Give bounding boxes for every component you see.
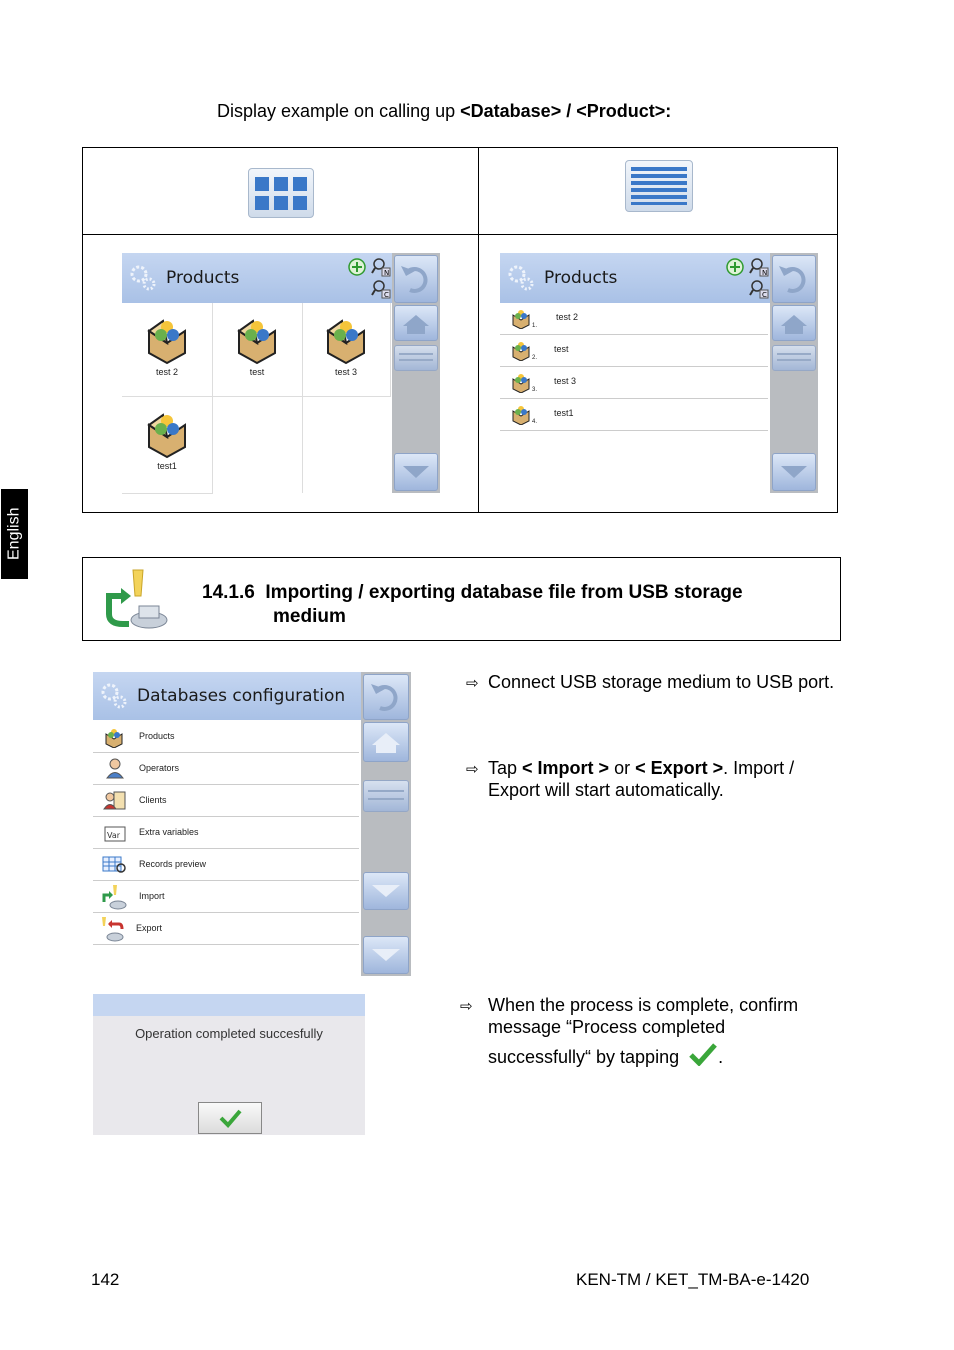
menu-item-operators[interactable]: Operators [93,753,359,785]
operator-icon [105,757,125,779]
product-box-icon [233,313,281,365]
page-down-button[interactable] [363,872,409,910]
menu-item-export[interactable]: Export [93,913,359,945]
grid-view-button[interactable] [248,168,314,218]
dialog-header [93,994,365,1016]
step-2: ⇨ Tap < Import > or < Export >. Import / Export will start automatically. [466,758,795,800]
svg-text:C: C [384,291,389,299]
scroll-thumb[interactable] [363,780,409,812]
completion-dialog [93,994,365,1135]
checkmark-icon [199,1103,261,1133]
page-up-button[interactable] [394,305,438,341]
grid-item[interactable] [122,303,213,397]
menu-item-clients[interactable]: Clients [93,785,359,817]
screen-title: Products [166,268,240,288]
grid-empty-cell [302,397,390,493]
grid-view-cell [83,148,479,235]
scroll-sidebar [361,672,411,976]
back-button[interactable] [394,255,438,303]
menu-item-import[interactable]: Import [93,881,359,913]
gear-icon [506,263,536,293]
gear-icon [128,263,158,293]
list-icon [626,161,692,211]
menu-item-products[interactable]: Products [93,721,359,753]
grid-item[interactable] [122,397,213,494]
section-heading-box [82,557,841,641]
svg-text:N: N [384,269,390,277]
page-up-button[interactable] [772,305,816,341]
arrow-right-icon: ⇨ [466,675,479,692]
undo-icon [364,675,408,719]
arrow-right-icon: ⇨ [460,998,473,1015]
screen-header [93,672,361,720]
list-item[interactable]: 3. test 3 [500,367,768,399]
product-box-icon [510,307,532,329]
grid-item[interactable] [212,303,303,397]
svg-text:C: C [762,291,767,299]
list-item[interactable]: 4. test1 [500,399,768,431]
search-code-icon[interactable] [749,279,769,299]
down-icon [364,873,408,909]
back-button[interactable] [772,255,816,303]
grid-screen-cell [83,235,479,513]
product-box-icon [510,339,532,361]
list-item-label: test 3 [554,376,577,386]
grid-item-label: test [249,367,265,377]
undo-icon [395,256,437,302]
list-item[interactable]: 2. test [500,335,768,367]
section-title: 14.1.6 Importing / exporting database file from USB storage medium [202,582,743,627]
product-box-icon [510,403,532,425]
databases-config-screen [93,672,411,976]
language-tab: English [1,489,28,579]
grid-icon [249,169,313,217]
grid-products-screen [122,253,440,493]
grid-item[interactable] [302,303,391,397]
grid-item-label: test 2 [155,367,178,377]
scroll-end-button[interactable] [363,936,409,974]
gear-icon [99,681,129,711]
home-up-icon [395,306,437,340]
svg-text:Var: Var [107,831,121,840]
clients-icon [103,789,127,811]
usb-import-icon [103,566,171,632]
list-item-label: test [554,344,569,354]
product-box-icon [322,313,370,365]
grid-empty-cell [212,397,303,493]
scroll-thumb[interactable] [394,345,438,371]
list-screen-cell [479,235,838,513]
home-up-icon [364,723,408,761]
product-box-icon [510,371,532,393]
screen-title: Databases configuration [137,686,346,706]
menu-item-records-preview[interactable]: Records preview [93,849,359,881]
home-up-icon [773,306,815,340]
page-down-button[interactable] [772,453,816,491]
export-icon [99,916,125,942]
checkmark-icon [688,1042,718,1066]
view-comparison-table [82,147,838,513]
menu-item-extra-variables[interactable]: Var Extra variables [93,817,359,849]
list-view-button[interactable] [625,160,693,212]
undo-icon [773,256,815,302]
records-icon [101,853,127,875]
list-item-label: test 2 [556,312,579,322]
search-name-icon[interactable] [371,257,391,277]
arrow-right-icon: ⇨ [466,761,479,778]
product-box-icon [143,313,191,365]
confirm-button[interactable] [198,1102,262,1134]
grid-item-label: test 3 [334,367,357,377]
list-view-cell [479,148,838,235]
scroll-sidebar [770,253,818,493]
svg-text:N: N [762,269,768,277]
step-1: ⇨ Connect USB storage medium to USB port. [466,671,846,693]
down-icon [773,454,815,490]
step-3: ⇨ When the process is complete, confirm message “Process completed successfully“ by tapping . [460,995,799,1067]
scroll-thumb[interactable] [772,345,816,371]
product-box-icon [103,726,125,748]
search-name-icon[interactable] [749,257,769,277]
list-products-screen [500,253,818,493]
down-end-icon [364,937,408,973]
import-icon [101,884,127,910]
add-icon[interactable] [347,257,367,277]
list-item[interactable]: 1. test 2 [500,303,768,335]
screen-title: Products [544,268,618,288]
variables-icon [103,821,127,843]
down-icon [395,454,437,490]
intro-text: Display example on calling up <Database> / <Product>: [217,101,672,121]
scroll-sidebar [392,253,440,493]
add-icon[interactable] [725,257,745,277]
document-id: KEN-TM / KET_TM-BA-e-1420 [576,1270,810,1289]
product-box-icon [143,407,191,459]
grid-item-label: test1 [157,461,177,471]
search-code-icon[interactable] [371,279,391,299]
page-up-button[interactable] [363,722,409,762]
page-number: 142 [91,1270,120,1289]
list-item-label: test1 [554,408,574,418]
page-down-button[interactable] [394,453,438,491]
back-button[interactable] [363,674,409,720]
dialog-message: Operation completed succesfully [135,1026,323,1041]
